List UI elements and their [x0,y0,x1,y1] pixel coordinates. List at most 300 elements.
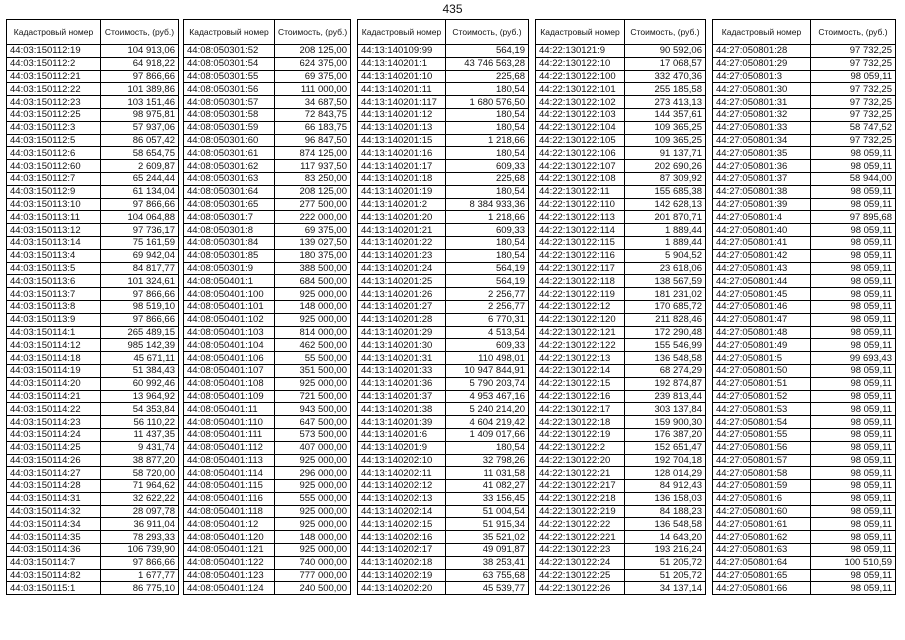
cost-cell: 142 628,13 [625,198,706,211]
table-row [713,403,896,416]
cadastral-number-cell: 44:03:150114:32 [7,505,101,518]
table-row [713,236,896,249]
cadastral-number-cell: 44:27:050801:49 [713,339,811,352]
table-row [536,505,706,518]
cost-cell: 97 866,66 [101,288,179,301]
table-row [713,441,896,454]
cost-cell: 110 498,01 [446,352,529,365]
cost-cell: 1 409 017,66 [446,428,529,441]
cadastral-number-cell: 44:27:050801:58 [713,467,811,480]
table-row [358,121,529,134]
cadastral-number-cell: 44:27:050801:35 [713,147,811,160]
table-row [7,198,179,211]
cost-cell: 180,54 [446,83,529,96]
cadastral-number-cell: 44:08:050301:8 [184,224,275,237]
table-row [358,364,529,377]
table-row [536,518,706,531]
cadastral-number-cell: 44:27:050801:43 [713,262,811,275]
cost-cell: 152 651,47 [625,441,706,454]
cost-cell: 98 059,11 [811,160,896,173]
cadastral-number-cell: 44:03:150114:34 [7,518,101,531]
cadastral-number-cell: 44:08:050301:59 [184,121,275,134]
table-row [358,582,529,595]
cadastral-number-cell: 44:22:130122:13 [536,352,625,365]
table-row [7,518,179,531]
cadastral-number-cell: 44:08:050401:100 [184,288,275,301]
cadastral-number-cell: 44:27:050801:33 [713,121,811,134]
table-row [184,160,351,173]
table-row [358,352,529,365]
cost-cell: 6 770,31 [446,313,529,326]
cadastral-number-cell: 44:03:150114:36 [7,544,101,557]
table-row [713,467,896,480]
cost-cell: 104 064,88 [101,211,179,224]
cadastral-number-cell: 44:22:130122:103 [536,108,625,121]
table-row [358,249,529,262]
cost-cell: 98 059,11 [811,300,896,313]
cadastral-number-cell: 44:03:150114:19 [7,364,101,377]
cadastral-number-cell: 44:13:140201:1 [358,57,446,70]
cadastral-number-cell: 44:08:050401:123 [184,569,275,582]
cost-cell: 925 000,00 [275,544,351,557]
table-row [536,108,706,121]
table-row [358,134,529,147]
table-row [184,326,351,339]
cost-cell: 98 059,11 [811,224,896,237]
table-row [7,185,179,198]
cost-cell: 609,33 [446,339,529,352]
cadastral-number-cell: 44:13:140201:31 [358,352,446,365]
cadastral-number-cell: 44:22:130122:102 [536,96,625,109]
table-row [713,505,896,518]
cadastral-number-cell: 44:03:150114:7 [7,556,101,569]
cadastral-number-cell: 44:08:050301:58 [184,108,275,121]
cost-cell: 98 059,11 [811,441,896,454]
cadastral-number-cell: 44:22:130122:22 [536,518,625,531]
cost-cell: 647 500,00 [275,416,351,429]
cadastral-number-cell: 44:22:130122:25 [536,569,625,582]
table-row [184,582,351,595]
table-row [358,288,529,301]
cadastral-number-cell: 44:13:140201:36 [358,377,446,390]
table-row [713,492,896,505]
cost-cell: 925 000,00 [275,288,351,301]
cost-cell: 98 059,11 [811,236,896,249]
cadastral-number-cell: 44:13:140201:9 [358,441,446,454]
cost-cell: 208 125,00 [275,185,351,198]
cost-cell: 180,54 [446,147,529,160]
cost-cell: 98 519,10 [101,300,179,313]
table-row [713,96,896,109]
cost-cell: 925 000,00 [275,313,351,326]
cost-cell: 35 521,02 [446,531,529,544]
cost-cell: 136 158,03 [625,492,706,505]
table-row [184,480,351,493]
cost-cell: 98 059,11 [811,403,896,416]
table-row [358,45,529,58]
table-row [713,172,896,185]
cost-cell: 84 188,23 [625,505,706,518]
header-cost: Стоимость, (руб.) [625,20,706,45]
cadastral-number-cell: 44:08:050301:56 [184,83,275,96]
cadastral-number-cell: 44:13:140201:11 [358,83,446,96]
cadastral-number-cell: 44:13:140201:117 [358,96,446,109]
cost-cell: 98 059,11 [811,326,896,339]
table-row [7,454,179,467]
table-row [358,390,529,403]
cadastral-number-cell: 44:08:050301:63 [184,172,275,185]
cadastral-number-cell: 44:03:150112:2 [7,57,101,70]
cadastral-number-cell: 44:22:130121:9 [536,45,625,58]
cadastral-number-cell: 44:03:150113:4 [7,249,101,262]
cost-cell: 9 431,74 [101,441,179,454]
cost-cell: 277 500,00 [275,198,351,211]
table-row [358,403,529,416]
cadastral-number-cell: 44:03:150114:12 [7,339,101,352]
cadastral-number-cell: 44:08:050301:60 [184,134,275,147]
cadastral-number-cell: 44:22:130122:106 [536,147,625,160]
cadastral-number-cell: 44:13:140201:13 [358,121,446,134]
cadastral-number-cell: 44:27:050801:65 [713,569,811,582]
table-row [536,313,706,326]
cadastral-number-cell: 44:22:130122:119 [536,288,625,301]
cadastral-number-cell: 44:22:130122:122 [536,339,625,352]
table-row [184,211,351,224]
table-row [7,262,179,275]
table-row [7,108,179,121]
cadastral-number-cell: 44:08:050401:112 [184,441,275,454]
table-row [358,454,529,467]
cadastral-number-cell: 44:08:050301:55 [184,70,275,83]
cadastral-number-cell: 44:27:050801:29 [713,57,811,70]
table-row [7,57,179,70]
cadastral-number-cell: 44:03:150113:5 [7,262,101,275]
table-row [7,428,179,441]
cadastral-number-cell: 44:13:140201:10 [358,70,446,83]
cost-cell: 180,54 [446,121,529,134]
cost-cell: 98 059,11 [811,147,896,160]
cadastral-number-cell: 44:22:130122:108 [536,172,625,185]
table-row [713,377,896,390]
cadastre-table-2 [183,19,351,595]
table-row [358,467,529,480]
table-row [184,390,351,403]
table-row [358,262,529,275]
cost-cell: 265 489,15 [101,326,179,339]
table-row [184,275,351,288]
table-row [713,198,896,211]
table-row [713,70,896,83]
table-row [536,172,706,185]
cost-cell: 159 900,30 [625,416,706,429]
cost-cell: 925 000,00 [275,505,351,518]
cadastral-number-cell: 44:03:150112:60 [7,160,101,173]
cadastral-number-cell: 44:13:140202:16 [358,531,446,544]
cost-cell: 208 125,00 [275,45,351,58]
table-row [184,352,351,365]
cadastral-number-cell: 44:27:050801:40 [713,224,811,237]
cadastre-table-5 [712,19,896,595]
cadastral-number-cell: 44:08:050401:115 [184,480,275,493]
cost-cell: 4 513,54 [446,326,529,339]
cost-cell: 86 775,10 [101,582,179,595]
cadastral-number-cell: 44:27:050801:52 [713,390,811,403]
cadastral-number-cell: 44:27:050801:34 [713,134,811,147]
cost-cell: 211 828,46 [625,313,706,326]
cost-cell: 925 000,00 [275,518,351,531]
table-row [358,518,529,531]
table-row [184,416,351,429]
table-row [7,70,179,83]
header-cadastral-number: Кадастровый номер [358,20,446,45]
table-row [7,211,179,224]
table-row [7,339,179,352]
cadastral-number-cell: 44:22:130122:219 [536,505,625,518]
table-row [184,569,351,582]
cost-cell: 45 671,11 [101,352,179,365]
table-row [7,96,179,109]
cadastral-number-cell: 44:27:050801:3 [713,70,811,83]
cadastral-number-cell: 44:27:050801:45 [713,288,811,301]
cost-cell: 32 622,22 [101,492,179,505]
cost-cell: 66 183,75 [275,121,351,134]
header-cost: Стоимость, (руб.) [811,20,896,45]
table-row [7,480,179,493]
table-row [184,121,351,134]
cost-cell: 239 813,44 [625,390,706,403]
cadastral-number-cell: 44:22:130122:105 [536,134,625,147]
cadastral-number-cell: 44:08:050401:106 [184,352,275,365]
cost-cell: 98 059,11 [811,262,896,275]
table-row [7,134,179,147]
cadastral-number-cell: 44:08:050301:9 [184,262,275,275]
table-row [358,569,529,582]
table-row [184,300,351,313]
table-row [358,57,529,70]
table-row [713,416,896,429]
cadastral-number-cell: 44:03:150113:8 [7,300,101,313]
table-row [536,262,706,275]
table-row [184,441,351,454]
table-row [7,403,179,416]
cost-cell: 564,19 [446,262,529,275]
cadastral-number-cell: 44:13:140202:18 [358,556,446,569]
table-row [536,416,706,429]
cost-cell: 138 567,59 [625,275,706,288]
cadastral-number-cell: 44:03:150112:5 [7,134,101,147]
table-row [7,377,179,390]
table-row [184,45,351,58]
cadastral-number-cell: 44:13:140201:19 [358,185,446,198]
table-row [536,441,706,454]
cost-cell: 97 732,25 [811,83,896,96]
cost-cell: 925 000,00 [275,480,351,493]
cadastral-number-cell: 44:22:130122:16 [536,390,625,403]
cadastral-number-cell: 44:22:130122:118 [536,275,625,288]
table-row [713,45,896,58]
cost-cell: 181 231,02 [625,288,706,301]
cadastral-number-cell: 44:27:050801:39 [713,198,811,211]
table-row [713,364,896,377]
cadastral-number-cell: 44:27:050801:61 [713,518,811,531]
cadastral-number-cell: 44:03:150114:22 [7,403,101,416]
cost-cell: 91 137,71 [625,147,706,160]
cadastral-number-cell: 44:03:150112:22 [7,83,101,96]
cost-cell: 192 874,87 [625,377,706,390]
cost-cell: 84 912,43 [625,480,706,493]
cost-cell: 97 732,25 [811,57,896,70]
table-row [7,83,179,96]
table-row [713,262,896,275]
table-row [184,198,351,211]
table-row [536,96,706,109]
cadastral-number-cell: 44:27:050801:47 [713,313,811,326]
cadastral-number-cell: 44:03:150112:23 [7,96,101,109]
table-row [713,531,896,544]
cost-cell: 2 256,77 [446,300,529,313]
cost-cell: 273 413,13 [625,96,706,109]
cadastral-number-cell: 44:22:130122:218 [536,492,625,505]
table-row [7,364,179,377]
cost-cell: 98 059,11 [811,544,896,557]
cadastral-number-cell: 44:03:150114:82 [7,569,101,582]
table-row [7,390,179,403]
table-row [184,262,351,275]
cadastral-number-cell: 44:03:150113:6 [7,275,101,288]
cadastral-number-cell: 44:27:050801:4 [713,211,811,224]
cadastral-number-cell: 44:27:050801:32 [713,108,811,121]
table-row [713,121,896,134]
cost-cell: 5 240 214,20 [446,403,529,416]
cadastral-number-cell: 44:27:050801:53 [713,403,811,416]
cadastral-number-cell: 44:22:130122:26 [536,582,625,595]
table-row [184,147,351,160]
cadastral-number-cell: 44:08:050401:107 [184,364,275,377]
cost-cell: 69 375,00 [275,224,351,237]
cost-cell: 985 142,39 [101,339,179,352]
cadastral-number-cell: 44:27:050801:62 [713,531,811,544]
cadastral-number-cell: 44:27:050801:59 [713,480,811,493]
table-row [358,313,529,326]
header-cadastral-number: Кадастровый номер [184,20,275,45]
table-row [713,160,896,173]
table-row [713,147,896,160]
cost-cell: 28 097,78 [101,505,179,518]
cost-cell: 69 375,00 [275,70,351,83]
table-row [358,326,529,339]
header-cost: Стоимость, (руб.) [446,20,529,45]
cadastral-number-cell: 44:22:130122:17 [536,403,625,416]
cost-cell: 180,54 [446,108,529,121]
table-row [184,96,351,109]
table-row [184,403,351,416]
cadastral-number-cell: 44:22:130122:11 [536,185,625,198]
table-row [536,121,706,134]
cadastral-number-cell: 44:27:050801:50 [713,364,811,377]
cost-cell: 98 059,11 [811,185,896,198]
cost-cell: 96 847,50 [275,134,351,147]
cadastral-number-cell: 44:08:050301:57 [184,96,275,109]
cost-cell: 51 384,43 [101,364,179,377]
cost-cell: 17 068,57 [625,57,706,70]
table-row [536,377,706,390]
cadastral-number-cell: 44:22:130122:101 [536,83,625,96]
table-row [713,339,896,352]
cadastral-number-cell: 44:13:140201:39 [358,416,446,429]
cost-cell: 65 244,44 [101,172,179,185]
cost-cell: 98 059,11 [811,339,896,352]
cost-cell: 72 843,75 [275,108,351,121]
cost-cell: 98 059,11 [811,313,896,326]
cost-cell: 68 274,29 [625,364,706,377]
table-row [184,364,351,377]
cadastral-number-cell: 44:13:140201:25 [358,275,446,288]
table-row [536,275,706,288]
table-row [184,236,351,249]
cadastral-number-cell: 44:13:140201:37 [358,390,446,403]
cadastral-number-cell: 44:22:130122:117 [536,262,625,275]
table-row [536,531,706,544]
cost-cell: 97 732,25 [811,108,896,121]
cadastral-number-cell: 44:13:140202:13 [358,492,446,505]
cost-cell: 172 290,48 [625,326,706,339]
cost-cell: 564,19 [446,275,529,288]
table-row [7,160,179,173]
cost-cell: 573 500,00 [275,428,351,441]
cadastral-number-cell: 44:08:050401:11 [184,403,275,416]
table-row [358,70,529,83]
table-row [7,569,179,582]
cost-cell: 101 324,61 [101,275,179,288]
table-row [536,556,706,569]
table-row [536,185,706,198]
table-row [184,313,351,326]
cadastral-number-cell: 44:27:050801:66 [713,582,811,595]
cost-cell: 101 389,86 [101,83,179,96]
table-row [7,531,179,544]
cost-cell: 180,54 [446,236,529,249]
cost-cell: 136 548,58 [625,352,706,365]
cost-cell: 13 964,92 [101,390,179,403]
table-row [184,454,351,467]
cost-cell: 1 218,66 [446,211,529,224]
cadastral-number-cell: 44:13:140202:20 [358,582,446,595]
cadastral-number-cell: 44:03:150112:3 [7,121,101,134]
table-row [713,313,896,326]
table-row [713,428,896,441]
cadastral-number-cell: 44:27:050801:56 [713,441,811,454]
page-number: 435 [442,2,463,16]
cadastral-number-cell: 44:08:050401:121 [184,544,275,557]
cost-cell: 99 693,43 [811,352,896,365]
cost-cell: 225,68 [446,70,529,83]
cadastral-number-cell: 44:22:130122:104 [536,121,625,134]
cost-cell: 10 947 844,91 [446,364,529,377]
table-row [7,236,179,249]
table-row [713,390,896,403]
cadastral-number-cell: 44:03:150114:20 [7,377,101,390]
cost-cell: 97 732,25 [811,45,896,58]
cadastral-number-cell: 44:03:150112:21 [7,70,101,83]
cadastral-number-cell: 44:08:050401:122 [184,556,275,569]
table-row [358,300,529,313]
cost-cell: 155 546,99 [625,339,706,352]
table-row [184,83,351,96]
cadastral-number-cell: 44:22:130122:113 [536,211,625,224]
cost-cell: 193 216,24 [625,544,706,557]
cost-cell: 144 357,61 [625,108,706,121]
table-row [358,96,529,109]
